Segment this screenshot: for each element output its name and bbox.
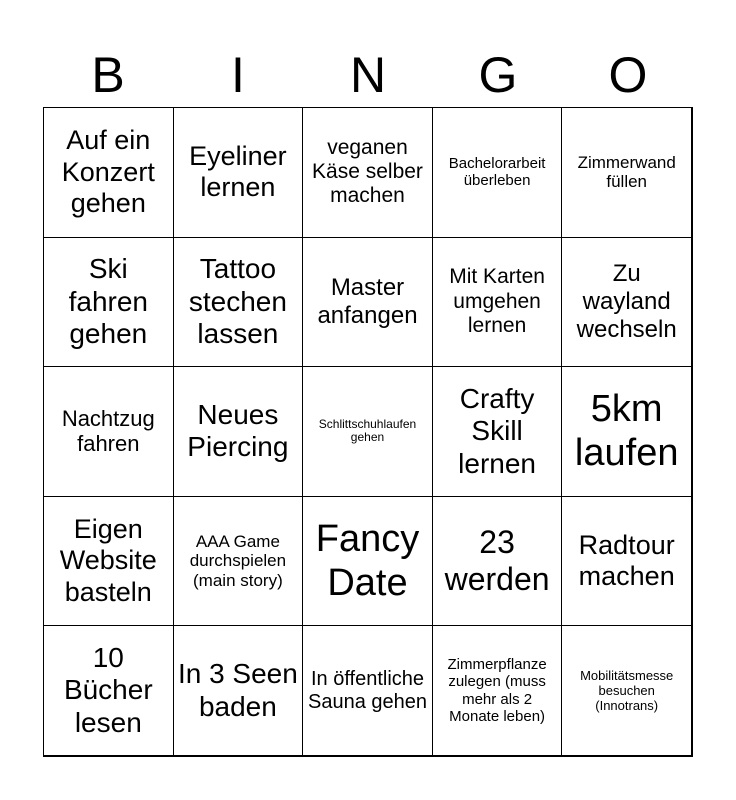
bingo-cell[interactable] [561, 237, 692, 368]
bingo-cell[interactable] [561, 107, 692, 238]
bingo-cell-text: In öffentliche Sauna gehen [307, 667, 427, 713]
header-letter-o: O [608, 47, 648, 103]
bingo-cell[interactable] [43, 237, 174, 368]
bingo-cell-text: Neues Piercing [187, 399, 289, 463]
bingo-cell-text: Zimmerpflanze zulegen (muss mehr als 2 Monate leben) [447, 655, 547, 726]
bingo-cell[interactable] [432, 237, 563, 368]
header-letter-i: I [231, 47, 245, 103]
bingo-header [43, 44, 693, 106]
bingo-cell-text: In 3 Seen baden [177, 658, 298, 722]
bingo-cell-text: Eigen Website basteln [59, 514, 157, 607]
header-letter-g: G [478, 47, 518, 103]
bingo-cell[interactable] [302, 237, 433, 368]
bingo-cell[interactable] [43, 107, 174, 238]
bingo-cell-text: AAA Game durchspielen (main story) [189, 531, 287, 590]
bingo-cell[interactable] [173, 625, 304, 756]
bingo-cell-text: Master anfangen [317, 274, 418, 329]
bingo-cell[interactable] [173, 496, 304, 627]
bingo-cell-text: 23 werden [444, 523, 550, 598]
bingo-cell[interactable] [432, 625, 563, 756]
header-letter-b: B [91, 47, 125, 103]
bingo-cell[interactable] [561, 366, 692, 497]
bingo-cell[interactable] [432, 496, 563, 627]
bingo-cell-text: Schlittschuhlaufen gehen [318, 416, 417, 445]
bingo-grid [43, 107, 693, 757]
bingo-cell-text: Zimmerwand füllen [577, 152, 676, 192]
bingo-cell[interactable] [173, 366, 304, 497]
bingo-cell-text: Mit Karten umgehen lernen [449, 265, 545, 338]
bingo-cell[interactable] [173, 237, 304, 368]
bingo-cell[interactable] [302, 366, 433, 497]
bingo-cell[interactable] [43, 496, 174, 627]
bingo-cell[interactable] [432, 366, 563, 497]
bingo-cell-text: Bachelorarbeit überleben [448, 154, 546, 190]
bingo-cell[interactable] [302, 496, 433, 627]
bingo-cell-text: veganen Käse selber machen [312, 135, 423, 208]
bingo-cell-text: Zu wayland wechseln [576, 260, 677, 343]
bingo-cell-text: 10 Bücher lesen [63, 641, 153, 738]
bingo-cell[interactable] [561, 496, 692, 627]
bingo-cell-text: Crafty Skill lernen [458, 382, 537, 479]
bingo-cell-text: Auf ein Konzert gehen [61, 125, 155, 218]
bingo-cell-text: Nachtzug fahren [61, 405, 155, 457]
header-letter-n: N [349, 47, 387, 103]
bingo-cell[interactable] [43, 366, 174, 497]
bingo-cell[interactable] [561, 625, 692, 756]
bingo-cell[interactable] [432, 107, 563, 238]
bingo-cell-text: Eyeliner lernen [189, 140, 287, 203]
bingo-cell-text: Tattoo stechen lassen [188, 253, 287, 350]
bingo-cell[interactable] [43, 625, 174, 756]
bingo-cell-text: 5km laufen [574, 388, 679, 475]
bingo-cell[interactable] [173, 107, 304, 238]
bingo-cell-text: Ski fahren gehen [68, 253, 148, 350]
bingo-cell[interactable] [302, 625, 433, 756]
bingo-cell[interactable] [302, 107, 433, 238]
bingo-cell-text: Fancy Date [315, 518, 420, 605]
bingo-cell-text: Mobilitätsmesse besuchen (Innotrans) [580, 668, 674, 714]
bingo-cell-text: Radtour machen [578, 529, 675, 592]
